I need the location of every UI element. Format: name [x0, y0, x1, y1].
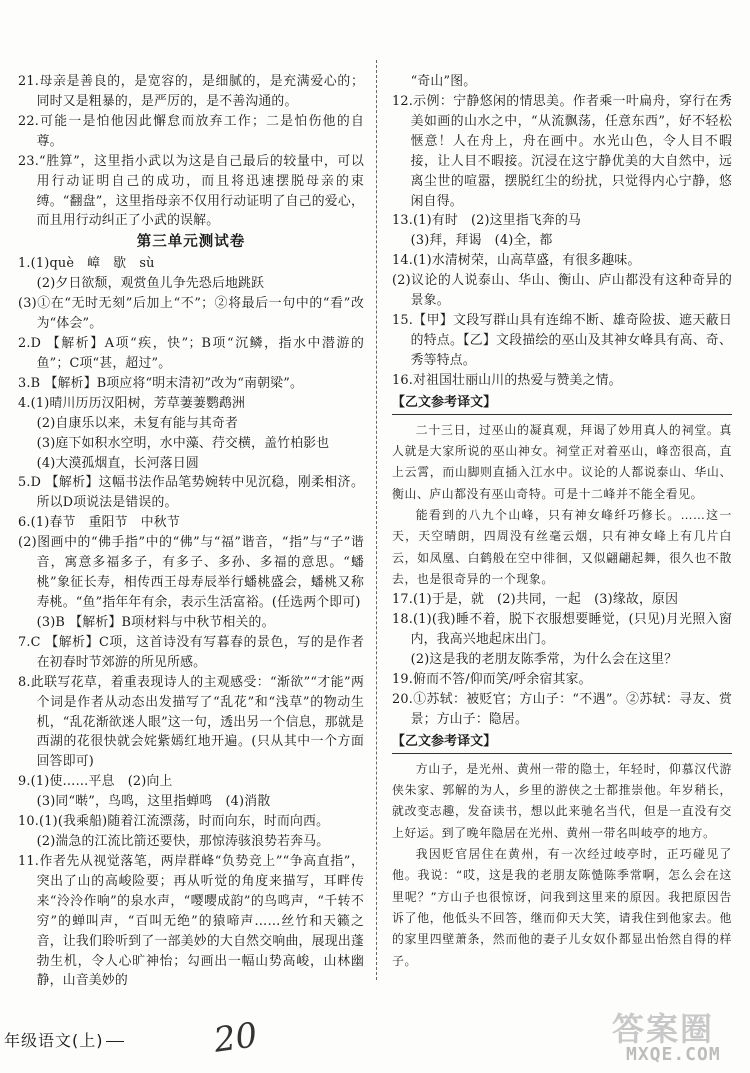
answer-line: (3)庭下如积水空明，水中藻、荇交横，盖竹柏影也: [36, 435, 330, 451]
answer-line: (3)同“啭”，鸟鸣，这里指蝉鸣 (4)消散: [36, 794, 271, 810]
translation-heading: 【乙文参考译文】: [392, 393, 732, 415]
answer-line: 9.(1)使……平息 (2)向上: [18, 774, 173, 790]
footer-rule: [106, 1041, 124, 1042]
site-watermark: [612, 1004, 748, 1070]
answer-line: (2)自康乐以来，未复有能与其奇者: [36, 415, 239, 431]
answer-line: 1.(1)què 嶂 歇 sù: [18, 256, 155, 272]
answer-line: 13.(1)有时 (2)这里指飞奔的马: [392, 213, 582, 229]
watermark-logo-text: 答案圈: [612, 1010, 715, 1048]
answer-line: (2)夕日欲颓，观赏鱼儿争先恐后地跳跃: [36, 276, 265, 292]
answer-line: 19.俯而不答/仰而笑/呼余宿其家。: [392, 671, 592, 687]
translation-paragraph: 我因贬官居住在黄州，有一次经过岐亭时，正巧碰见了他。我说：“哎，这是我的老朋友陈慥陈季常啊，怎么会在这里呢？”方山子也很惊讶，问我到这里来的原因。我把原因告诉了他，他低头不回答，继而仰天大笑，请我住到他家去。他的家里四壁萧条，然而他的妻子儿女奴仆都显出怡然自得的样子。: [392, 846, 732, 968]
answer-line: “奇山”图。: [410, 74, 477, 89]
answer-line: (4)大漠孤烟直，长河落日圆: [36, 455, 199, 471]
answer-line: 4.(1)晴川历历汉阳树，芳草萋萋鹦鹉洲: [18, 395, 246, 411]
answer-line: 20.①苏轼：被贬官；方山子：“不遇”。②苏轼：寻友、赏景；方山子：隐居。: [392, 691, 732, 727]
answer-line: (2)议论的人说泰山、华山、衡山、庐山都没有这种奇异的景象。: [392, 273, 732, 309]
answer-line: 15.【甲】文段写群山具有连绵不断、雄奇险拔、遮天蔽日的特点。【乙】文段描绘的巫山及其神女峰具有高、奇、秀等特点。: [392, 313, 732, 368]
answer-line: 5.D 【解析】这幅书法作品笔势婉转中见沉稳，刚柔相济。所以D项说法是错误的。: [18, 475, 364, 511]
left-column: [18, 72, 364, 991]
answer-line: 6.(1)春节 重阳节 中秋节: [18, 515, 180, 531]
translation-box-1: [392, 393, 732, 591]
translation-paragraph: 二十三日，过巫山的凝真观，拜谒了妙用真人的祠堂。真人就是大家所说的巫山神女。祠堂正对着巫山，峰峦很高，直上云霄，而山脚则直插入江水中。议论的人都说泰山、华山、衡山、庐山都没有巫山奇特。可是十二峰并不能全看见。: [392, 422, 732, 501]
answer-line: 22.可能一是怕他因此懈怠而放弃工作；二是怕伤他的自尊。: [18, 113, 364, 149]
grade-subject-label: 年级语文(上): [4, 1031, 104, 1050]
answer-line: 3.B 【解析】B项应将“明末清初”改为“南朝梁”。: [18, 375, 304, 391]
answer-line: 14.(1)水清树荣，山高草盛，有很多趣味。: [392, 253, 641, 269]
answer-line: (3)①在“无时无刻”后加上“不”；②将最后一句中的“看”改为“体会”。: [18, 296, 364, 332]
answer-line: 11.作者先从视觉落笔，两岸群峰“负势竞上”“争高直指”，突出了山的高峻险要；再从听觉的角度来描写，耳畔传来“泠泠作响”的泉水声，“嘤嘤成韵”的鸟鸣声，“千转不穷”的蝉叫声，“百叫无绝”的猿啼声……丝竹和天籁之音，让我们聆听到了一部美妙的大自然交响曲，展现出蓬勃生机，令人心旷神怡；勾画出一幅山势高峻，山林幽静，山音美妙的: [18, 853, 364, 989]
translation-box-2: [392, 732, 732, 972]
answer-line: (3)B 【解析】B项材料与中秋节相关的。: [36, 614, 275, 630]
right-column: [392, 72, 732, 972]
answer-line: 7.C 【解析】C项，这首诗没有写暮春的景色，写的是作者在初春时节郊游的所见所感。: [18, 634, 364, 670]
answer-line: 18.(1)(我)睡不着，脱下衣服想要睡觉，(只见)月光照入窗内，我高兴地起床出门。: [392, 612, 732, 648]
answer-line: 12.示例：宁静悠闲的情思美。作者乘一叶扁舟，穿行在秀美如画的山水之中，“从流飘荡，任意东西”，好不轻松惬意！人在舟上，舟在画中。水光山色，令人目不暇接，让人目不暇接。沉浸在这宁静优美的大自然中，远离尘世的喧嚣，摆脱红尘的纷扰，只觉得内心宁静，悠闲自得。: [392, 93, 732, 209]
answer-line: 17.(1)于是，就 (2)共同，一起 (3)缘故，原因: [392, 592, 679, 608]
footer-label: [4, 1028, 124, 1051]
answer-line: (2)湍急的江流比箭还要快，那惊涛骇浪势若奔马。: [36, 834, 330, 850]
answer-line: (3)拜，拜谒 (4)全，都: [410, 233, 553, 249]
translation-heading: 【乙文参考译文】: [392, 732, 732, 754]
translation-body: [392, 759, 732, 972]
answer-line: 21.母亲是善良的，是宽容的，是细腻的，是充满爱心的；同时又是粗暴的，是严厉的，是不善沟通的。: [18, 74, 364, 109]
section-title: 第三单元测试卷: [136, 234, 246, 251]
answer-line: (2)图画中的“佛手指”中的“佛”与“福”谐音，“指”与“子”谐音，寓意多福多子，有多子、多孙、多福的意思。“蟠桃”象征长寿，相传西王母寿辰举行蟠桃盛会，蟠桃又称寿桃。“鱼”指年年有余，表示生活富裕。(任选两个即可): [18, 535, 364, 610]
answer-line: 8.此联写花草，着重表现诗人的主观感受：“渐欲”“才能”两个词是作者从动态出发描写了“乱花”和“浅草”的物动生机，“乱花渐欲迷人眼”这一句，透出另一个信息，那就是西湖的花很快就会姹紫嫣红地开遍。(只从其中一个方面回答即可): [18, 674, 364, 770]
answer-line: 10.(1)(我乘船)随着江流漂荡，时而向东，时而向西。: [18, 814, 330, 830]
column-divider: [376, 60, 377, 980]
translation-paragraph: 能看到的八九个山峰，只有神女峰纤巧修长。……这一天，天空晴朗，四周没有丝毫云烟，只有神女峰上有几片白云，如凤凰、白鹤般在空中徘徊，又似翩翩起舞，很久也不散去，也是很奇异的一个现象。: [392, 507, 732, 586]
answer-line: 23.“胜算”，这里指小武以为这是自己最后的较量中，可以用行动证明自己的成功，而且将迅速摆脱母亲的束缚。“翻盘”，这里指母亲不仅用行动证明了自己的爱心，而且用行动纠正了小武的误解。: [18, 153, 364, 229]
answer-line: 16.对祖国壮丽山川的热爱与赞美之情。: [392, 372, 622, 388]
right-answers-part-1: [392, 72, 732, 391]
watermark-url: MXQE.COM: [626, 1044, 721, 1065]
translation-paragraph: 方山子，是光州、黄州一带的隐士，年轻时，仰慕汉代游侠朱家、郭解的为人，乡里的游侠之士都推崇他。年岁稍长，就改变志趣，发奋读书，想以此来驰名当代，但是一直没有交上好运。到了晚年隐居在光州、黄州一带名叫岐亭的地方。: [392, 761, 732, 840]
answer-line: 2.D 【解析】A项“疾，快”；B项“沉鳞，指水中潜游的鱼”；C项“甚，超过”。: [18, 335, 364, 371]
handwritten-page-number: 20: [211, 1015, 260, 1061]
translation-body: [392, 420, 732, 591]
answer-line: (2)这是我的老朋友陈季常，为什么会在这里？: [410, 652, 678, 668]
right-answers-part-2: [392, 590, 732, 729]
